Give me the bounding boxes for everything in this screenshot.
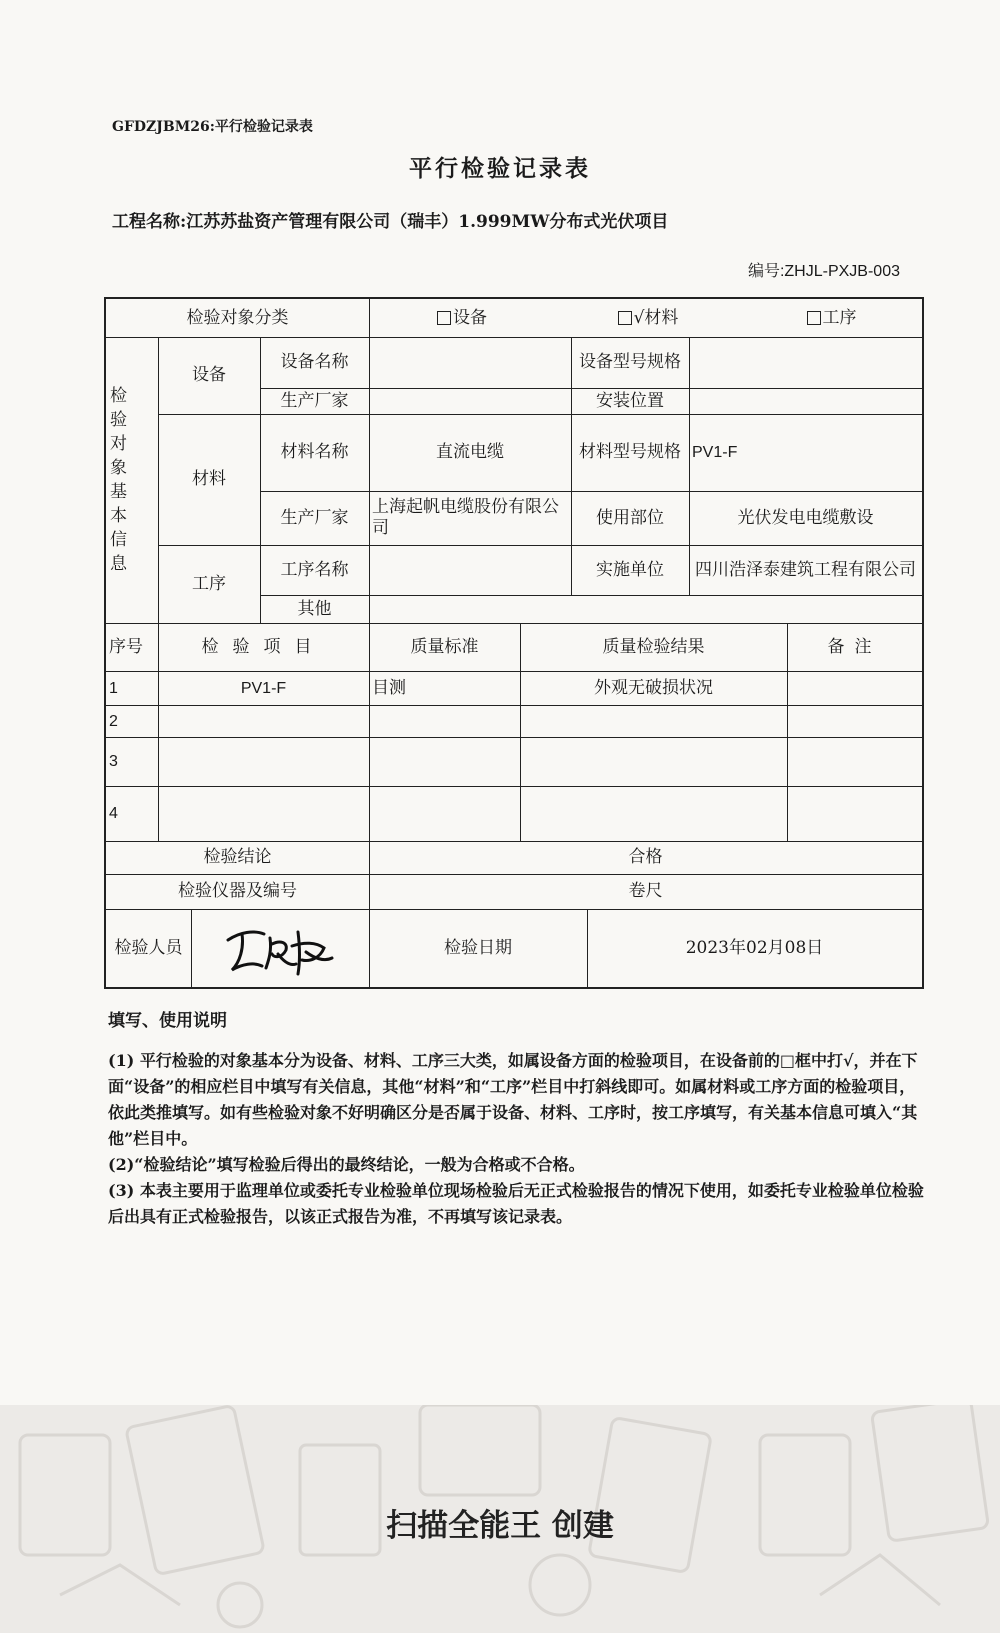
checkbox-material bbox=[618, 311, 632, 325]
col-header-standard: 质量标准 bbox=[410, 636, 479, 657]
option-material: √材料 bbox=[555, 299, 741, 337]
row-1-standard: 目测 bbox=[372, 677, 406, 698]
date-label: 检验日期 bbox=[444, 937, 512, 958]
scanner-watermark-footer bbox=[0, 1405, 1000, 1633]
process-unit-value: 四川浩泽泰建筑工程有限公司 bbox=[695, 559, 916, 580]
form-code: GFDZJBM26:平行检验记录表 bbox=[112, 119, 313, 135]
material-maker-value: 上海起帆电缆股份有限公司 bbox=[372, 497, 559, 538]
project-name: 工程名称:江苏苏盐资产管理有限公司（瑞丰）1.999MW分布式光伏项目 bbox=[112, 212, 669, 232]
equipment-label: 设备 bbox=[192, 365, 226, 385]
material-name-value: 直流电缆 bbox=[436, 442, 504, 462]
inspector-label: 检验人员 bbox=[114, 937, 183, 958]
row-4-standard bbox=[369, 786, 520, 841]
row-1-result: 外观无破损状况 bbox=[594, 677, 713, 698]
category-label: 检验对象分类 bbox=[186, 307, 289, 328]
col-header-result: 质量检验结果 bbox=[602, 636, 705, 657]
serial-number: 编号:ZHJL-PXJB-003 bbox=[747, 263, 900, 280]
process-label: 工序 bbox=[192, 573, 226, 594]
inspection-record-table bbox=[104, 297, 924, 989]
row-4-result bbox=[520, 786, 787, 841]
instructions-heading: 填写、使用说明 bbox=[108, 1011, 227, 1031]
col-header-remark: 备注 bbox=[827, 636, 882, 657]
row-3-result bbox=[520, 737, 787, 786]
inspector-signature bbox=[191, 909, 369, 987]
option-process: 工序 bbox=[741, 299, 922, 337]
material-usage-label: 使用部位 bbox=[596, 507, 664, 528]
row-2-remark bbox=[787, 705, 922, 737]
instrument-label: 检验仪器及编号 bbox=[178, 881, 297, 901]
row-2-result bbox=[520, 705, 787, 737]
instruction-2: (2)“检验结论”填写检验后得出的最终结论，一般为合格或不合格。 bbox=[108, 1155, 585, 1174]
process-unit-label: 实施单位 bbox=[596, 559, 664, 580]
col-header-no: 序号 bbox=[109, 636, 143, 657]
row-4-no: 4 bbox=[109, 805, 118, 822]
instrument-value: 卷尺 bbox=[628, 881, 663, 901]
row-4-item bbox=[158, 786, 369, 841]
material-maker-label: 生产厂家 bbox=[280, 507, 349, 528]
checkbox-process bbox=[807, 311, 821, 325]
row-1-remark bbox=[787, 671, 922, 705]
row-1-item: PV1-F bbox=[240, 679, 287, 697]
equipment-name-label: 设备名称 bbox=[280, 352, 349, 372]
equipment-maker-label: 生产厂家 bbox=[280, 390, 349, 411]
page-title: 平行检验记录表 bbox=[409, 155, 591, 182]
instructions bbox=[108, 1008, 928, 1230]
conclusion-label: 检验结论 bbox=[203, 847, 272, 867]
process-name-label: 工序名称 bbox=[280, 559, 349, 580]
row-3-standard bbox=[369, 737, 520, 786]
basic-info-label: 检验对象基本信息 bbox=[110, 386, 135, 574]
instruction-3: (3) 本表主要用于监理单位或委托专业检验单位现场检验后无正式检验报告的情况下使用，如委托专业检验单位检验后出具有正式检验报告，以该正式报告为准，不再填写该记录表。 bbox=[108, 1181, 924, 1226]
equipment-location-label: 安装位置 bbox=[596, 390, 664, 411]
conclusion-value: 合格 bbox=[628, 847, 663, 867]
material-usage-value: 光伏发电电缆敷设 bbox=[737, 507, 874, 528]
process-other-label: 其他 bbox=[297, 598, 332, 619]
instruction-1: (1) 平行检验的对象基本分为设备、材料、工序三大类，如属设备方面的检验项目，在设备前的□框中打√，并在下面“设备”的相应栏目中填写有关信息，其他“材料”和“工序”栏目中打斜线即可。如属材料或工序方面的检验项目，依此类推填写。如有些检验对象不好明确区分是否属于设备、材料、工序时，按工序填写，有关基本信息可填入“其他”栏目中。 bbox=[108, 1051, 918, 1148]
equipment-model-label: 设备型号规格 bbox=[579, 352, 681, 372]
checkbox-equipment bbox=[437, 311, 451, 325]
row-3-item bbox=[158, 737, 369, 786]
row-4-remark bbox=[787, 786, 922, 841]
option-equipment: 设备 bbox=[369, 299, 555, 337]
signature-image bbox=[220, 918, 340, 978]
scanner-app-caption: 扫描全能王 创建 bbox=[386, 1508, 614, 1544]
row-2-standard bbox=[369, 705, 520, 737]
row-1-no: 1 bbox=[109, 679, 118, 697]
row-3-no: 3 bbox=[109, 753, 118, 770]
material-model-value: PV1-F bbox=[692, 444, 738, 461]
material-model-label: 材料型号规格 bbox=[579, 442, 681, 462]
material-label: 材料 bbox=[192, 469, 226, 489]
row-2-no: 2 bbox=[109, 712, 118, 730]
row-2-item bbox=[158, 705, 369, 737]
row-3-remark bbox=[787, 737, 922, 786]
col-header-item: 检验项目 bbox=[201, 636, 326, 657]
material-name-label: 材料名称 bbox=[280, 442, 349, 462]
date-value: 2023年02月08日 bbox=[685, 937, 824, 958]
